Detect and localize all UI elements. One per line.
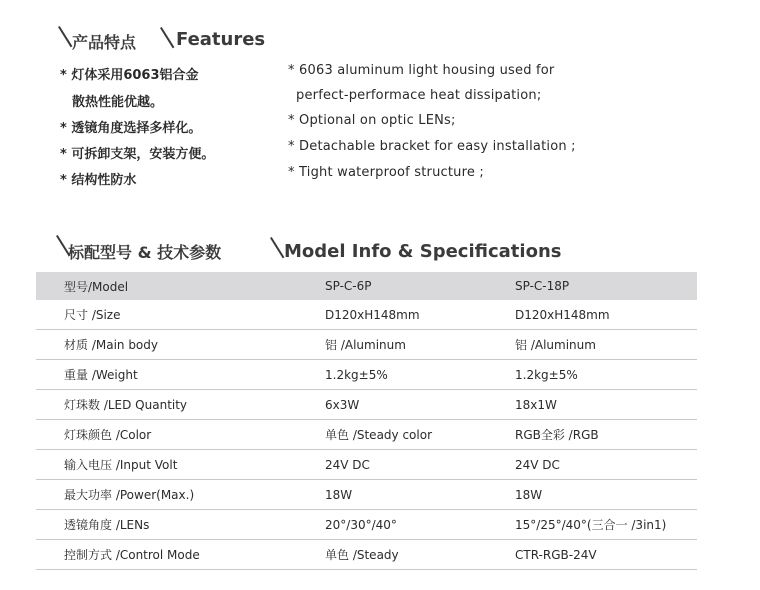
row-value-6p: 18W (291, 480, 515, 510)
feature-en-2: * Optional on optic LENs; (288, 113, 456, 128)
spec-table (36, 272, 697, 570)
table-row (36, 300, 697, 330)
specs-heading-cn: 标配型号 & 技术参数 (68, 243, 222, 262)
feature-cn-3: * 可拆卸支架，安装方便。 (60, 147, 215, 162)
row-value-18p: 18W (515, 480, 697, 510)
table-row (36, 510, 697, 540)
row-value-18p: 15°/25°/40°(三合一 /3in1) (515, 510, 697, 540)
row-value-18p: CTR-RGB-24V (515, 540, 697, 570)
features-heading-en: Features (176, 29, 266, 50)
row-value-18p: 24V DC (515, 450, 697, 480)
row-value-18p: 1.2kg±5% (515, 360, 697, 390)
header-model-label: 型号/Model (36, 272, 291, 300)
features-cn-slash-decoration (58, 26, 72, 47)
feature-en-1-cont: perfect-performace heat dissipation; (296, 88, 542, 103)
row-value-18p: 铝 /Aluminum (515, 330, 697, 360)
row-label: 输入电压 /Input Volt (36, 450, 291, 480)
row-label: 材质 /Main body (36, 330, 291, 360)
features-heading-cn: 产品特点 (72, 33, 137, 52)
row-value-6p: 铝 /Aluminum (291, 330, 515, 360)
table-row (36, 540, 697, 570)
row-value-18p: 18x1W (515, 390, 697, 420)
row-value-6p: 1.2kg±5% (291, 360, 515, 390)
row-value-6p: 单色 /Steady (291, 540, 515, 570)
row-value-18p: RGB全彩 /RGB (515, 420, 697, 450)
row-value-6p: 20°/30°/40° (291, 510, 515, 540)
row-value-6p: D120xH148mm (291, 300, 515, 330)
feature-en-3: * Detachable bracket for easy installation ; (288, 139, 576, 154)
table-row (36, 450, 697, 480)
feature-en-4: * Tight waterproof structure ; (288, 165, 484, 180)
specs-en-slash-decoration (270, 237, 284, 258)
row-label: 重量 /Weight (36, 360, 291, 390)
feature-en-1: * 6063 aluminum light housing used for (288, 63, 555, 78)
row-value-6p: 24V DC (291, 450, 515, 480)
table-row (36, 330, 697, 360)
feature-cn-1-cont: 散热性能优越。 (72, 95, 164, 110)
row-label: 尺寸 /Size (36, 300, 291, 330)
feature-cn-1: * 灯体采用6063铝合金 (60, 68, 199, 83)
row-value-18p: D120xH148mm (515, 300, 697, 330)
row-label: 透镜角度 /LENs (36, 510, 291, 540)
feature-cn-2: * 透镜角度选择多样化。 (60, 121, 202, 136)
features-en-slash-decoration (160, 27, 174, 48)
row-value-6p: 6x3W (291, 390, 515, 420)
table-row (36, 480, 697, 510)
table-row (36, 420, 697, 450)
specs-heading-en: Model Info & Specifications (284, 241, 562, 262)
row-value-6p: 单色 /Steady color (291, 420, 515, 450)
header-model-6p: SP-C-6P (291, 272, 515, 300)
row-label: 灯珠颜色 /Color (36, 420, 291, 450)
feature-cn-4: * 结构性防水 (60, 173, 137, 188)
row-label: 灯珠数 /LED Quantity (36, 390, 291, 420)
table-header-row (36, 272, 697, 300)
header-model-18p: SP-C-18P (515, 272, 697, 300)
row-label: 最大功率 /Power(Max.) (36, 480, 291, 510)
table-row (36, 360, 697, 390)
table-row (36, 390, 697, 420)
row-label: 控制方式 /Control Mode (36, 540, 291, 570)
